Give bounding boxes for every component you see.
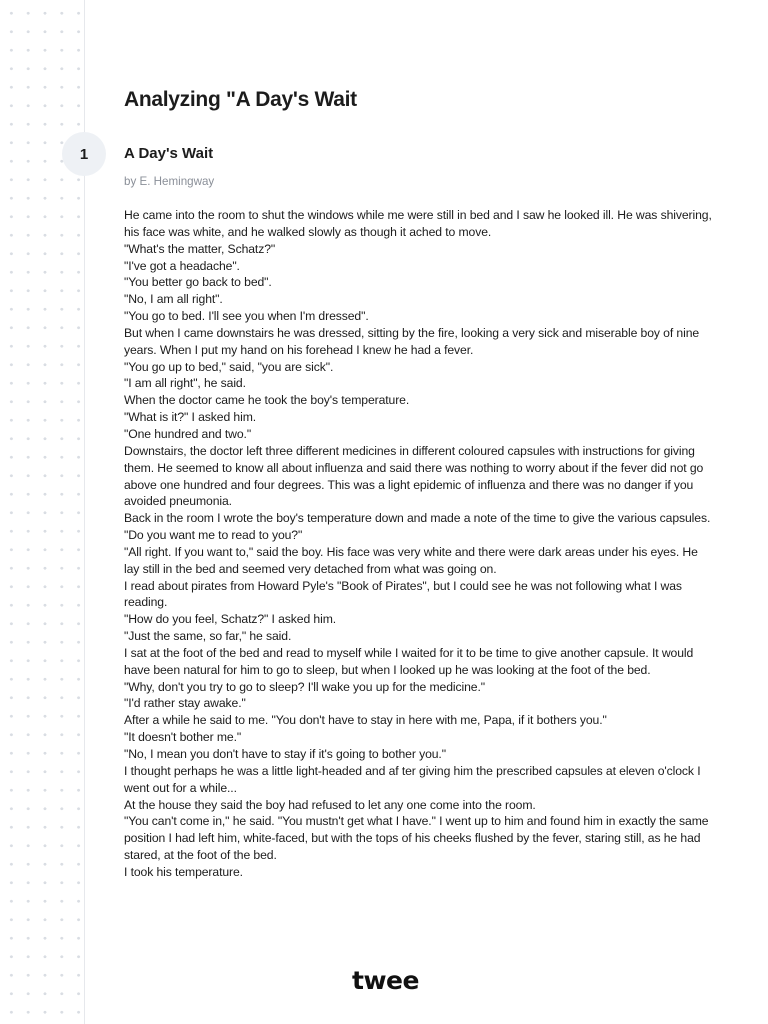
story-paragraph: I thought perhaps he was a little light-headed and af ter giving him the prescribed capsules at eleven o'clock I went out for a while... (124, 763, 701, 795)
story-paragraph: "I am all right", he said. (124, 376, 246, 391)
story-paragraph: When the doctor came he took the boy's temperature. (124, 393, 410, 408)
story-paragraph: He came into the room to shut the windows while me were still in bed and I saw he looked ill. He was shivering, his face was white, and he walked slowly as though it ached to move. (124, 208, 712, 239)
story-paragraph: "Do you want me to read to you?" (124, 528, 303, 543)
story-paragraph: "No, I am all right". (124, 292, 223, 307)
story-paragraph: "I'd rather stay awake." (124, 696, 246, 711)
story-paragraph: I took his temperature. (124, 864, 243, 879)
story-paragraph: "All right. If you want to," said the boy. His face was very white and there were dark areas under his eyes. He lay still in the bed and seemed very detached from what was going on. (124, 544, 698, 576)
story-paragraph: "It doesn't bother me." (124, 730, 242, 745)
author-byline: by E. Hemingway (124, 175, 215, 188)
story-paragraph: "I've got a headache". (124, 258, 240, 273)
section-title: A Day's Wait (124, 145, 214, 162)
story-paragraph: "You better go back to bed". (124, 275, 272, 290)
story-paragraph: "Why, don't you try to go to sleep? I'll wake you up for the medicine." (124, 679, 485, 694)
story-paragraph: "What is it?" I asked him. (124, 410, 257, 425)
story-paragraph: I sat at the foot of the bed and read to myself while I waited for it to be time to give another capsule. It would have been natural for him to go to sleep, but when I looked up he was looking at the foot of the bed. (124, 645, 694, 677)
page-title: Analyzing "A Day's Wait (124, 88, 357, 111)
story-paragraph: I read about pirates from Howard Pyle's "Book of Pirates", but I could see he was not following what I was reading. (124, 578, 682, 610)
story-paragraph: "You go to bed. I'll see you when I'm dressed". (124, 309, 369, 324)
story-paragraph: At the house they said the boy had refused to let any one come into the room. (124, 797, 536, 812)
story-paragraph: "You can't come in," he said. "You mustn't get what I have." I went up to him and found him in exactly the same position I had left him, white-faced, but with the tops of his cheeks flushed by the fever, staring still, as he had stared, at the foot of the bed. (124, 814, 709, 863)
twee-logo: twee (352, 966, 419, 995)
story-paragraph: After a while he said to me. "You don't have to stay in here with me, Papa, if it bothers you." (124, 713, 607, 728)
story-paragraph: "Just the same, so far," he said. (124, 629, 292, 644)
story-paragraph: Downstairs, the doctor left three different medicines in different coloured capsules with instructions for giving them. He seemed to know all about influenza and said there was nothing to worry about if the fever did not go above one hundred and four degrees. This was a light epidemic of influenza and there was no danger if you avoided pneumonia. (124, 443, 704, 509)
story-paragraph: "How do you feel, Schatz?" I asked him. (124, 612, 337, 627)
story-paragraph: Back in the room I wrote the boy's temperature down and made a note of the time to give the various capsules. (124, 511, 711, 526)
story-paragraph: "You go up to bed," said, "you are sick". (124, 359, 334, 374)
story-paragraph: "No, I mean you don't have to stay if it's going to bother you." (124, 747, 446, 761)
story-text (124, 207, 714, 881)
story-paragraph: But when I came downstairs he was dressed, sitting by the fire, looking a very sick and miserable boy of nine years. When I put my hand on his forehead I knew he had a fever. (124, 325, 700, 357)
story-paragraph: "What's the matter, Schatz?" (124, 241, 276, 256)
story-paragraph: "One hundred and two." (124, 426, 252, 441)
section-number-badge: 1 (62, 132, 106, 176)
